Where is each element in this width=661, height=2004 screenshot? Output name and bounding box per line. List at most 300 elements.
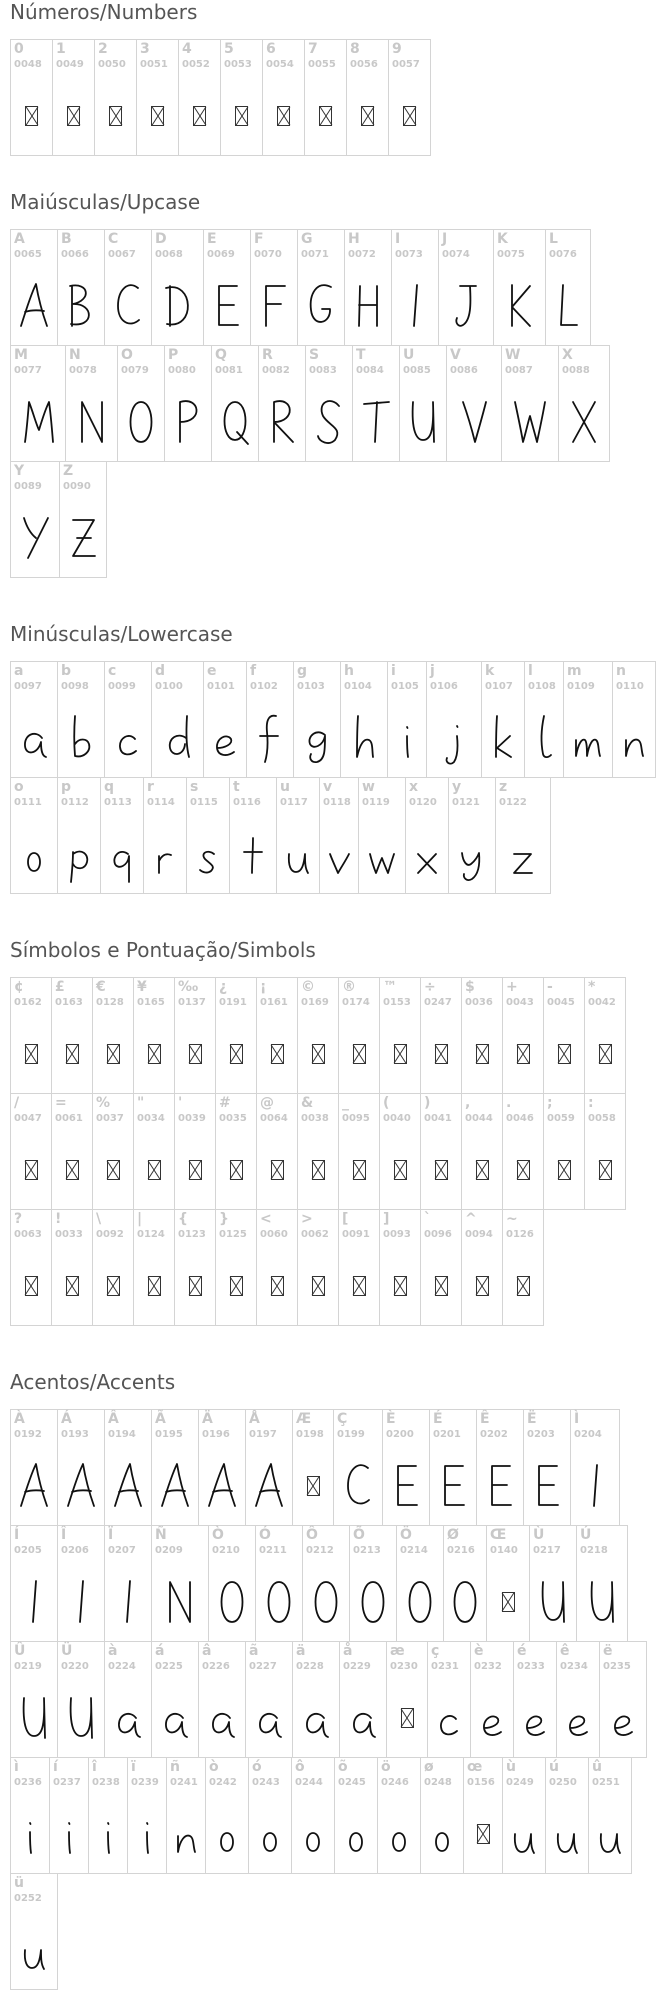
glyph-code-label: 0200 xyxy=(386,1429,414,1440)
glyph-char-label: \ xyxy=(96,1211,102,1227)
glyph-char-label: n xyxy=(616,663,626,679)
glyph-char-label: Ç xyxy=(337,1411,348,1427)
glyph-cell xyxy=(174,977,216,1094)
glyph-code-label: 0163 xyxy=(55,997,83,1008)
script-glyph-L xyxy=(548,278,588,334)
glyph-code-label: 0051 xyxy=(140,59,168,70)
glyph-char-label: ö xyxy=(381,1759,391,1775)
glyph-code-label: 0087 xyxy=(505,365,533,376)
script-glyph-M xyxy=(18,394,58,450)
script-glyph-d xyxy=(158,710,198,766)
glyph-cell xyxy=(10,1873,58,1990)
glyph-char-label: Ä xyxy=(202,1411,213,1427)
glyph-code-label: 0108 xyxy=(528,681,556,692)
glyph-row xyxy=(10,777,655,893)
glyph-char-label: ã xyxy=(249,1643,259,1659)
glyph-char-label: X xyxy=(562,347,573,363)
glyph-code-label: 0071 xyxy=(301,249,329,260)
glyph-code-label: 0248 xyxy=(424,1777,452,1788)
glyph-code-label: 0093 xyxy=(383,1229,411,1240)
glyph-grid xyxy=(10,977,625,1325)
script-glyph-Q xyxy=(215,394,255,450)
glyph-code-label: 0246 xyxy=(381,1777,409,1788)
glyph-char-label: @ xyxy=(260,1095,274,1111)
glyph-char-label: ™ xyxy=(383,979,397,995)
glyph-code-label: 0117 xyxy=(280,797,308,808)
glyph-code-label: 0107 xyxy=(485,681,513,692)
script-glyph-f xyxy=(250,710,290,766)
glyph-code-label: 0068 xyxy=(155,249,183,260)
glyph-char-label: { xyxy=(178,1211,188,1227)
glyph-char-label: ø xyxy=(424,1759,434,1775)
glyph-cell xyxy=(297,1093,339,1210)
glyph-char-label: ‰ xyxy=(178,979,199,995)
glyph-cell xyxy=(178,39,221,156)
glyph-code-label: 0237 xyxy=(53,1777,81,1788)
script-glyph-N xyxy=(72,394,112,450)
glyph-cell xyxy=(420,1209,462,1326)
glyph-cell xyxy=(420,977,462,1094)
glyph-cell xyxy=(65,345,118,462)
script-glyph-a xyxy=(108,1690,148,1746)
glyph-code-label: 0249 xyxy=(506,1777,534,1788)
glyph-char-label: ò xyxy=(209,1759,219,1775)
glyph-code-label: 0243 xyxy=(252,1777,280,1788)
glyph-char-label: Ñ xyxy=(155,1527,167,1543)
glyph-char-label: ) xyxy=(424,1095,431,1111)
glyph-char-label: Í xyxy=(14,1527,20,1543)
script-glyph-e xyxy=(472,1690,512,1746)
glyph-char-label: ñ xyxy=(170,1759,180,1775)
glyph-code-label: 0124 xyxy=(137,1229,165,1240)
missing-glyph-icon xyxy=(319,106,332,126)
script-glyph-V xyxy=(454,394,494,450)
glyph-cell xyxy=(297,229,345,346)
glyph-cell xyxy=(100,777,144,894)
glyph-row xyxy=(10,1525,646,1641)
glyph-code-label: 0074 xyxy=(442,249,470,260)
glyph-char-label: C xyxy=(108,231,119,247)
glyph-char-label: è xyxy=(474,1643,484,1659)
glyph-char-label: 5 xyxy=(224,41,234,57)
script-glyph-u xyxy=(590,1806,630,1862)
glyph-cell xyxy=(524,661,564,778)
glyph-cell xyxy=(558,345,610,462)
missing-glyph-icon xyxy=(435,1160,448,1180)
glyph-code-label: 0203 xyxy=(527,1429,555,1440)
missing-glyph-icon xyxy=(394,1160,407,1180)
glyph-code-label: 0059 xyxy=(547,1113,575,1124)
glyph-cell xyxy=(481,661,525,778)
glyph-code-label: 0103 xyxy=(297,681,325,692)
glyph-code-label: 0207 xyxy=(108,1545,136,1556)
missing-glyph-icon xyxy=(271,1276,284,1296)
glyph-cell xyxy=(245,1409,293,1526)
missing-glyph-icon xyxy=(189,1044,202,1064)
glyph-code-label: 0238 xyxy=(92,1777,120,1788)
missing-glyph-icon xyxy=(517,1160,530,1180)
glyph-char-label: j xyxy=(430,663,435,679)
glyph-char-label: ù xyxy=(506,1759,516,1775)
glyph-code-label: 0049 xyxy=(56,59,84,70)
missing-glyph-icon xyxy=(312,1160,325,1180)
glyph-code-label: 0099 xyxy=(108,681,136,692)
glyph-char-label: © xyxy=(301,979,315,995)
glyph-cell xyxy=(302,1525,350,1642)
glyph-cell xyxy=(143,777,187,894)
glyph-char-label: | xyxy=(137,1211,143,1227)
glyph-cell xyxy=(502,977,544,1094)
missing-glyph-icon xyxy=(271,1044,284,1064)
glyph-code-label: 0165 xyxy=(137,997,165,1008)
glyph-cell xyxy=(545,229,591,346)
glyph-char-label: M xyxy=(14,347,28,363)
glyph-cell xyxy=(151,229,204,346)
glyph-code-label: 0091 xyxy=(342,1229,370,1240)
script-glyph-o xyxy=(422,1806,462,1862)
script-glyph-G xyxy=(301,278,341,334)
glyph-row xyxy=(10,1209,625,1325)
missing-glyph-icon xyxy=(151,106,164,126)
glyph-cell xyxy=(387,661,427,778)
glyph-char-label: ¡ xyxy=(260,979,267,995)
glyph-cell xyxy=(584,1093,626,1210)
glyph-char-label: - xyxy=(547,979,553,995)
script-glyph-u xyxy=(547,1806,587,1862)
glyph-char-label: 3 xyxy=(140,41,150,57)
glyph-char-label: F xyxy=(254,231,264,247)
glyph-code-label: 0045 xyxy=(547,997,575,1008)
glyph-cell xyxy=(151,661,204,778)
glyph-cell xyxy=(256,1209,298,1326)
glyph-code-label: 0088 xyxy=(562,365,590,376)
glyph-code-label: 0192 xyxy=(14,1429,42,1440)
glyph-code-label: 0251 xyxy=(592,1777,620,1788)
glyph-char-label: á xyxy=(155,1643,165,1659)
glyph-cell xyxy=(151,1409,199,1526)
glyph-char-label: l xyxy=(528,663,533,679)
glyph-cell xyxy=(59,461,107,578)
script-glyph-k xyxy=(483,710,523,766)
glyph-char-label: b xyxy=(61,663,72,679)
glyph-code-label: 0077 xyxy=(14,365,42,376)
missing-glyph-icon xyxy=(148,1044,161,1064)
glyph-code-label: 0106 xyxy=(430,681,458,692)
glyph-code-label: 0126 xyxy=(506,1229,534,1240)
missing-glyph-icon xyxy=(148,1276,161,1296)
glyph-char-label: d xyxy=(155,663,166,679)
glyph-cell xyxy=(10,1093,52,1210)
glyph-row xyxy=(10,1093,625,1209)
glyph-cell xyxy=(248,1757,292,1874)
glyph-char-label: û xyxy=(592,1759,602,1775)
glyph-code-label: 0046 xyxy=(506,1113,534,1124)
glyph-code-label: 0110 xyxy=(616,681,644,692)
glyph-char-label: Z xyxy=(63,463,74,479)
glyph-char-label: h xyxy=(344,663,354,679)
missing-glyph-icon xyxy=(476,1160,489,1180)
script-glyph-h xyxy=(344,710,384,766)
glyph-cell xyxy=(334,1757,378,1874)
glyph-cell xyxy=(338,977,380,1094)
glyph-cell xyxy=(297,1209,339,1326)
script-glyph-c xyxy=(429,1690,469,1746)
missing-glyph-icon xyxy=(66,1276,79,1296)
script-glyph-N xyxy=(160,1574,200,1630)
glyph-char-label: K xyxy=(497,231,508,247)
glyph-char-label: f xyxy=(250,663,257,679)
glyph-cell xyxy=(599,1641,647,1758)
glyph-code-label: 0066 xyxy=(61,249,89,260)
glyph-code-label: 0241 xyxy=(170,1777,198,1788)
glyph-char-label: o xyxy=(14,779,24,795)
glyph-char-label: ` xyxy=(424,1211,431,1227)
glyph-code-label: 0100 xyxy=(155,681,183,692)
glyph-cell xyxy=(57,1409,105,1526)
glyph-code-label: 0034 xyxy=(137,1113,165,1124)
glyph-code-label: 0245 xyxy=(338,1777,366,1788)
glyph-char-label: > xyxy=(301,1211,313,1227)
missing-glyph-icon xyxy=(230,1044,243,1064)
glyph-char-label: Ù xyxy=(533,1527,545,1543)
glyph-char-label: Æ xyxy=(296,1411,312,1427)
glyph-cell xyxy=(10,777,58,894)
glyph-cell xyxy=(340,661,388,778)
glyph-char-label: w xyxy=(362,779,375,795)
glyph-cell xyxy=(10,1641,58,1758)
glyph-cell xyxy=(211,345,259,462)
glyph-char-label: Ó xyxy=(259,1527,271,1543)
missing-glyph-icon xyxy=(312,1276,325,1296)
glyph-code-label: 0092 xyxy=(96,1229,124,1240)
glyph-char-label: q xyxy=(104,779,115,795)
glyph-cell xyxy=(461,1093,503,1210)
glyph-code-label: 0121 xyxy=(452,797,480,808)
glyph-code-label: 0080 xyxy=(168,365,196,376)
script-glyph-u xyxy=(278,826,318,882)
missing-glyph-icon xyxy=(353,1160,366,1180)
script-glyph-o xyxy=(293,1806,333,1862)
glyph-code-label: 0210 xyxy=(212,1545,240,1556)
glyph-cell xyxy=(57,1641,105,1758)
script-glyph-X xyxy=(564,394,604,450)
glyph-char-label: # xyxy=(219,1095,231,1111)
missing-glyph-icon xyxy=(66,1160,79,1180)
glyph-cell xyxy=(127,1757,167,1874)
glyph-cell xyxy=(446,345,502,462)
script-glyph-j xyxy=(434,710,474,766)
glyph-cell xyxy=(570,1409,620,1526)
glyph-cell xyxy=(203,229,251,346)
glyph-char-label: £ xyxy=(55,979,65,995)
glyph-code-label: 0084 xyxy=(356,365,384,376)
glyph-cell xyxy=(379,1093,421,1210)
glyph-code-label: 0115 xyxy=(190,797,218,808)
glyph-code-label: 0040 xyxy=(383,1113,411,1124)
glyph-cell xyxy=(543,977,585,1094)
glyph-cell xyxy=(379,977,421,1094)
glyph-char-label: t xyxy=(233,779,240,795)
glyph-char-label: ( xyxy=(383,1095,390,1111)
script-glyph-a xyxy=(202,1690,242,1746)
glyph-char-label: ® xyxy=(342,979,356,995)
glyph-code-label: 0174 xyxy=(342,997,370,1008)
glyph-code-label: 0043 xyxy=(506,997,534,1008)
script-glyph-o xyxy=(250,1806,290,1862)
glyph-char-label: , xyxy=(465,1095,471,1111)
glyph-char-label: Y xyxy=(14,463,25,479)
glyph-cell xyxy=(57,661,105,778)
glyph-code-label: 0065 xyxy=(14,249,42,260)
glyph-char-label: å xyxy=(343,1643,353,1659)
glyph-char-label: Ë xyxy=(527,1411,537,1427)
glyph-char-label: V xyxy=(450,347,461,363)
glyph-char-label: 9 xyxy=(392,41,402,57)
glyph-cell xyxy=(358,777,406,894)
glyph-char-label: ç xyxy=(431,1643,440,1659)
glyph-cell xyxy=(52,39,95,156)
script-glyph-e xyxy=(558,1690,598,1746)
glyph-char-label: Q xyxy=(215,347,227,363)
glyph-row xyxy=(10,229,609,345)
glyph-char-label: ê xyxy=(560,1643,570,1659)
glyph-char-label: s xyxy=(190,779,199,795)
glyph-code-label: 0212 xyxy=(306,1545,334,1556)
glyph-code-label: 0197 xyxy=(249,1429,277,1440)
script-glyph-S xyxy=(309,394,349,450)
script-glyph-P xyxy=(168,394,208,450)
glyph-row xyxy=(10,1757,646,1873)
script-glyph-o xyxy=(207,1806,247,1862)
glyph-char-label: S xyxy=(309,347,320,363)
missing-glyph-icon xyxy=(361,106,374,126)
script-glyph-O xyxy=(445,1574,485,1630)
glyph-char-label: 1 xyxy=(56,41,66,57)
glyph-char-label: G xyxy=(301,231,313,247)
glyph-char-label: Ô xyxy=(306,1527,318,1543)
glyph-code-label: 0063 xyxy=(14,1229,42,1240)
script-glyph-O xyxy=(212,1574,252,1630)
glyph-code-label: 0120 xyxy=(409,797,437,808)
glyph-char-label: } xyxy=(219,1211,229,1227)
glyph-row xyxy=(10,977,625,1093)
script-glyph-a xyxy=(14,710,54,766)
glyph-cell xyxy=(104,1641,152,1758)
script-glyph-t xyxy=(233,826,273,882)
script-glyph-a xyxy=(296,1690,336,1746)
glyph-cell xyxy=(338,1209,380,1326)
glyph-char-label: Î xyxy=(61,1527,67,1543)
glyph-char-label: ÷ xyxy=(424,979,436,995)
glyph-code-label: 0116 xyxy=(233,797,261,808)
glyph-cell xyxy=(426,661,482,778)
glyph-char-label: J xyxy=(442,231,448,247)
glyph-code-label: 0234 xyxy=(560,1661,588,1672)
glyph-cell xyxy=(198,1409,246,1526)
glyph-char-label: Ü xyxy=(61,1643,73,1659)
glyph-cell xyxy=(556,1641,600,1758)
glyph-cell xyxy=(501,345,559,462)
missing-glyph-icon xyxy=(394,1044,407,1064)
script-glyph-I xyxy=(14,1574,54,1630)
missing-glyph-icon xyxy=(558,1160,571,1180)
glyph-char-label: D xyxy=(155,231,167,247)
glyph-row xyxy=(10,1873,646,1989)
script-glyph-r xyxy=(145,826,185,882)
script-glyph-T xyxy=(356,394,396,450)
glyph-cell xyxy=(438,229,494,346)
glyph-cell xyxy=(57,229,105,346)
glyph-cell xyxy=(563,661,613,778)
script-glyph-u xyxy=(504,1806,544,1862)
glyph-row xyxy=(10,1641,646,1757)
glyph-char-label: _ xyxy=(342,1095,349,1111)
glyph-char-label: = xyxy=(55,1095,67,1111)
missing-glyph-icon xyxy=(477,1824,490,1844)
glyph-cell xyxy=(166,1757,206,1874)
missing-glyph-icon xyxy=(277,106,290,126)
glyph-char-label: ó xyxy=(252,1759,262,1775)
glyph-char-label: O xyxy=(121,347,133,363)
glyph-code-label: 0062 xyxy=(301,1229,329,1240)
glyph-char-label: Â xyxy=(108,1411,119,1427)
glyph-char-label: ] xyxy=(383,1211,390,1227)
glyph-code-label: 0033 xyxy=(55,1229,83,1240)
glyph-char-label: m xyxy=(567,663,582,679)
glyph-char-label: c xyxy=(108,663,117,679)
script-glyph-A xyxy=(14,278,54,334)
glyph-char-label: õ xyxy=(338,1759,348,1775)
script-glyph-O xyxy=(259,1574,299,1630)
script-glyph-x xyxy=(407,826,447,882)
script-glyph-e xyxy=(515,1690,555,1746)
glyph-char-label: ï xyxy=(131,1759,136,1775)
glyph-char-label: Œ xyxy=(490,1527,507,1543)
glyph-cell xyxy=(51,977,93,1094)
glyph-code-label: 0216 xyxy=(447,1545,475,1556)
glyph-char-label: + xyxy=(506,979,518,995)
section-title: Símbolos e Pontuação/Simbols xyxy=(10,938,316,962)
glyph-cell xyxy=(104,1409,152,1526)
glyph-cell xyxy=(588,1757,632,1874)
script-glyph-A xyxy=(108,1458,148,1514)
glyph-cell xyxy=(377,1757,421,1874)
glyph-char-label: B xyxy=(61,231,72,247)
glyph-code-label: 0236 xyxy=(14,1777,42,1788)
glyph-cell xyxy=(333,1409,383,1526)
glyph-cell xyxy=(319,777,359,894)
glyph-char-label: $ xyxy=(465,979,475,995)
glyph-char-label: ë xyxy=(603,1643,613,1659)
glyph-cell xyxy=(420,1757,464,1874)
glyph-grid xyxy=(10,39,430,155)
glyph-code-label: 0119 xyxy=(362,797,390,808)
glyph-code-label: 0214 xyxy=(400,1545,428,1556)
script-glyph-w xyxy=(362,826,402,882)
glyph-code-label: 0140 xyxy=(490,1545,518,1556)
missing-glyph-icon xyxy=(558,1044,571,1064)
missing-glyph-icon xyxy=(148,1160,161,1180)
script-glyph-z xyxy=(503,826,543,882)
glyph-char-label: ~ xyxy=(506,1211,518,1227)
glyph-char-label: ä xyxy=(296,1643,306,1659)
glyph-cell xyxy=(262,39,305,156)
missing-glyph-icon xyxy=(107,1044,120,1064)
glyph-cell xyxy=(461,977,503,1094)
glyph-cell xyxy=(215,1093,257,1210)
script-glyph-i xyxy=(49,1806,89,1862)
missing-glyph-icon xyxy=(25,1044,38,1064)
